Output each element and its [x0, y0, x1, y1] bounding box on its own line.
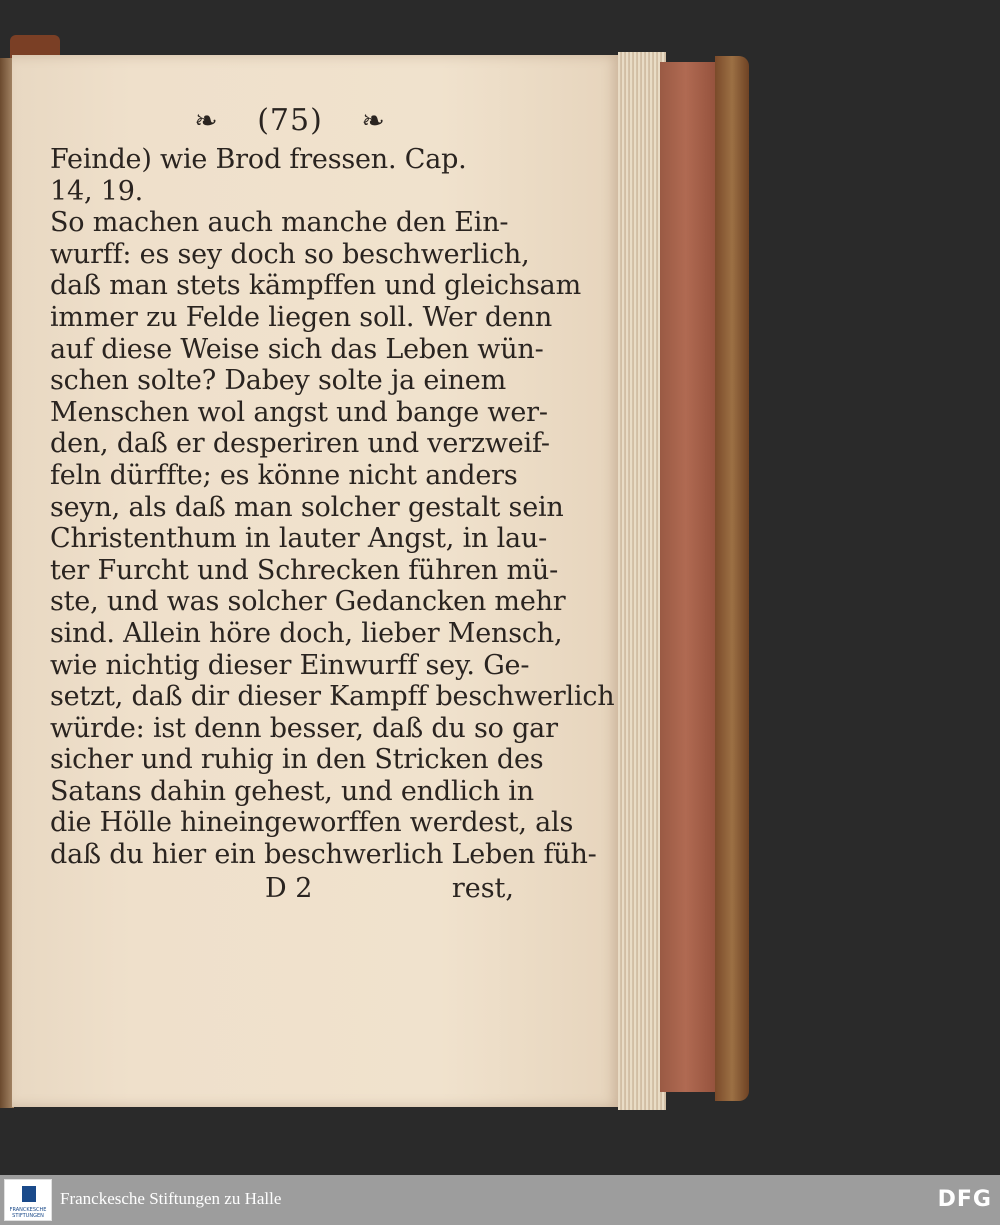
text-line: 14, 19. — [50, 175, 144, 207]
ornament-right-icon: ❧ — [361, 104, 386, 137]
text-line: daß du hier ein beschwerlich Leben füh- — [50, 839, 597, 871]
text-line: schen solte? Dabey solte ja einem — [50, 365, 506, 397]
text-line: ste, und was solcher Gedancken mehr — [50, 586, 566, 618]
text-line: wurff: es sey doch so beschwerlich, — [50, 238, 530, 270]
text-line: den, daß er desperiren und verzweif- — [50, 428, 550, 460]
text-line: sicher und ruhig in den Stricken des — [50, 744, 544, 776]
page-number: (75) — [257, 103, 323, 138]
logo-small-text: FRANCKESCHE STIFTUNGEN — [9, 1207, 47, 1219]
ornament-left-icon: ❧ — [194, 104, 219, 137]
text-line: immer zu Felde liegen soll. Wer denn — [50, 301, 553, 333]
dfg-logo[interactable]: DFG — [937, 1187, 992, 1212]
text-line: ter Furcht und Schrecken führen mü- — [50, 554, 559, 586]
text-line: wie nichtig dieser Einwurff sey. Ge- — [50, 649, 530, 681]
viewer-footer-bar — [0, 1175, 1000, 1225]
institution-name[interactable]: Franckesche Stiftungen zu Halle — [60, 1189, 282, 1208]
page-footer-line — [50, 873, 530, 907]
text-line: Satans dahin gehest, und endlich in — [50, 775, 534, 807]
text-line: feln dürffte; es könne nicht anders — [50, 459, 518, 491]
text-line: Menschen wol angst und bange wer- — [50, 396, 548, 428]
page-edges — [618, 52, 666, 1110]
page-text-block — [50, 98, 615, 907]
text-line: würde: ist denn besser, daß du so gar — [50, 712, 558, 744]
text-lines — [50, 144, 615, 871]
text-line: die Hölle hineingeworffen werdest, als — [50, 807, 574, 839]
book-cover-right — [715, 56, 749, 1101]
text-line: Christenthum in lauter Angst, in lau- — [50, 523, 548, 555]
francke-logo-icon[interactable] — [4, 1179, 52, 1221]
text-line: Feinde) wie Brod fressen. Cap. — [50, 144, 467, 175]
page-header — [50, 98, 530, 144]
text-line: So machen auch manche den Ein- — [50, 207, 509, 239]
catchword: rest, — [451, 872, 514, 904]
building-icon — [22, 1186, 36, 1202]
text-line: seyn, als daß man solcher gestalt sein — [50, 491, 564, 523]
text-line: auf diese Weise sich das Leben wün- — [50, 333, 544, 365]
text-line: setzt, daß dir dieser Kampff beschwerlich — [50, 681, 615, 713]
text-line: sind. Allein höre doch, lieber Mensch, — [50, 617, 563, 649]
text-line: daß man stets kämpffen und gleichsam — [50, 270, 581, 302]
signature-mark: D 2 — [265, 872, 313, 904]
